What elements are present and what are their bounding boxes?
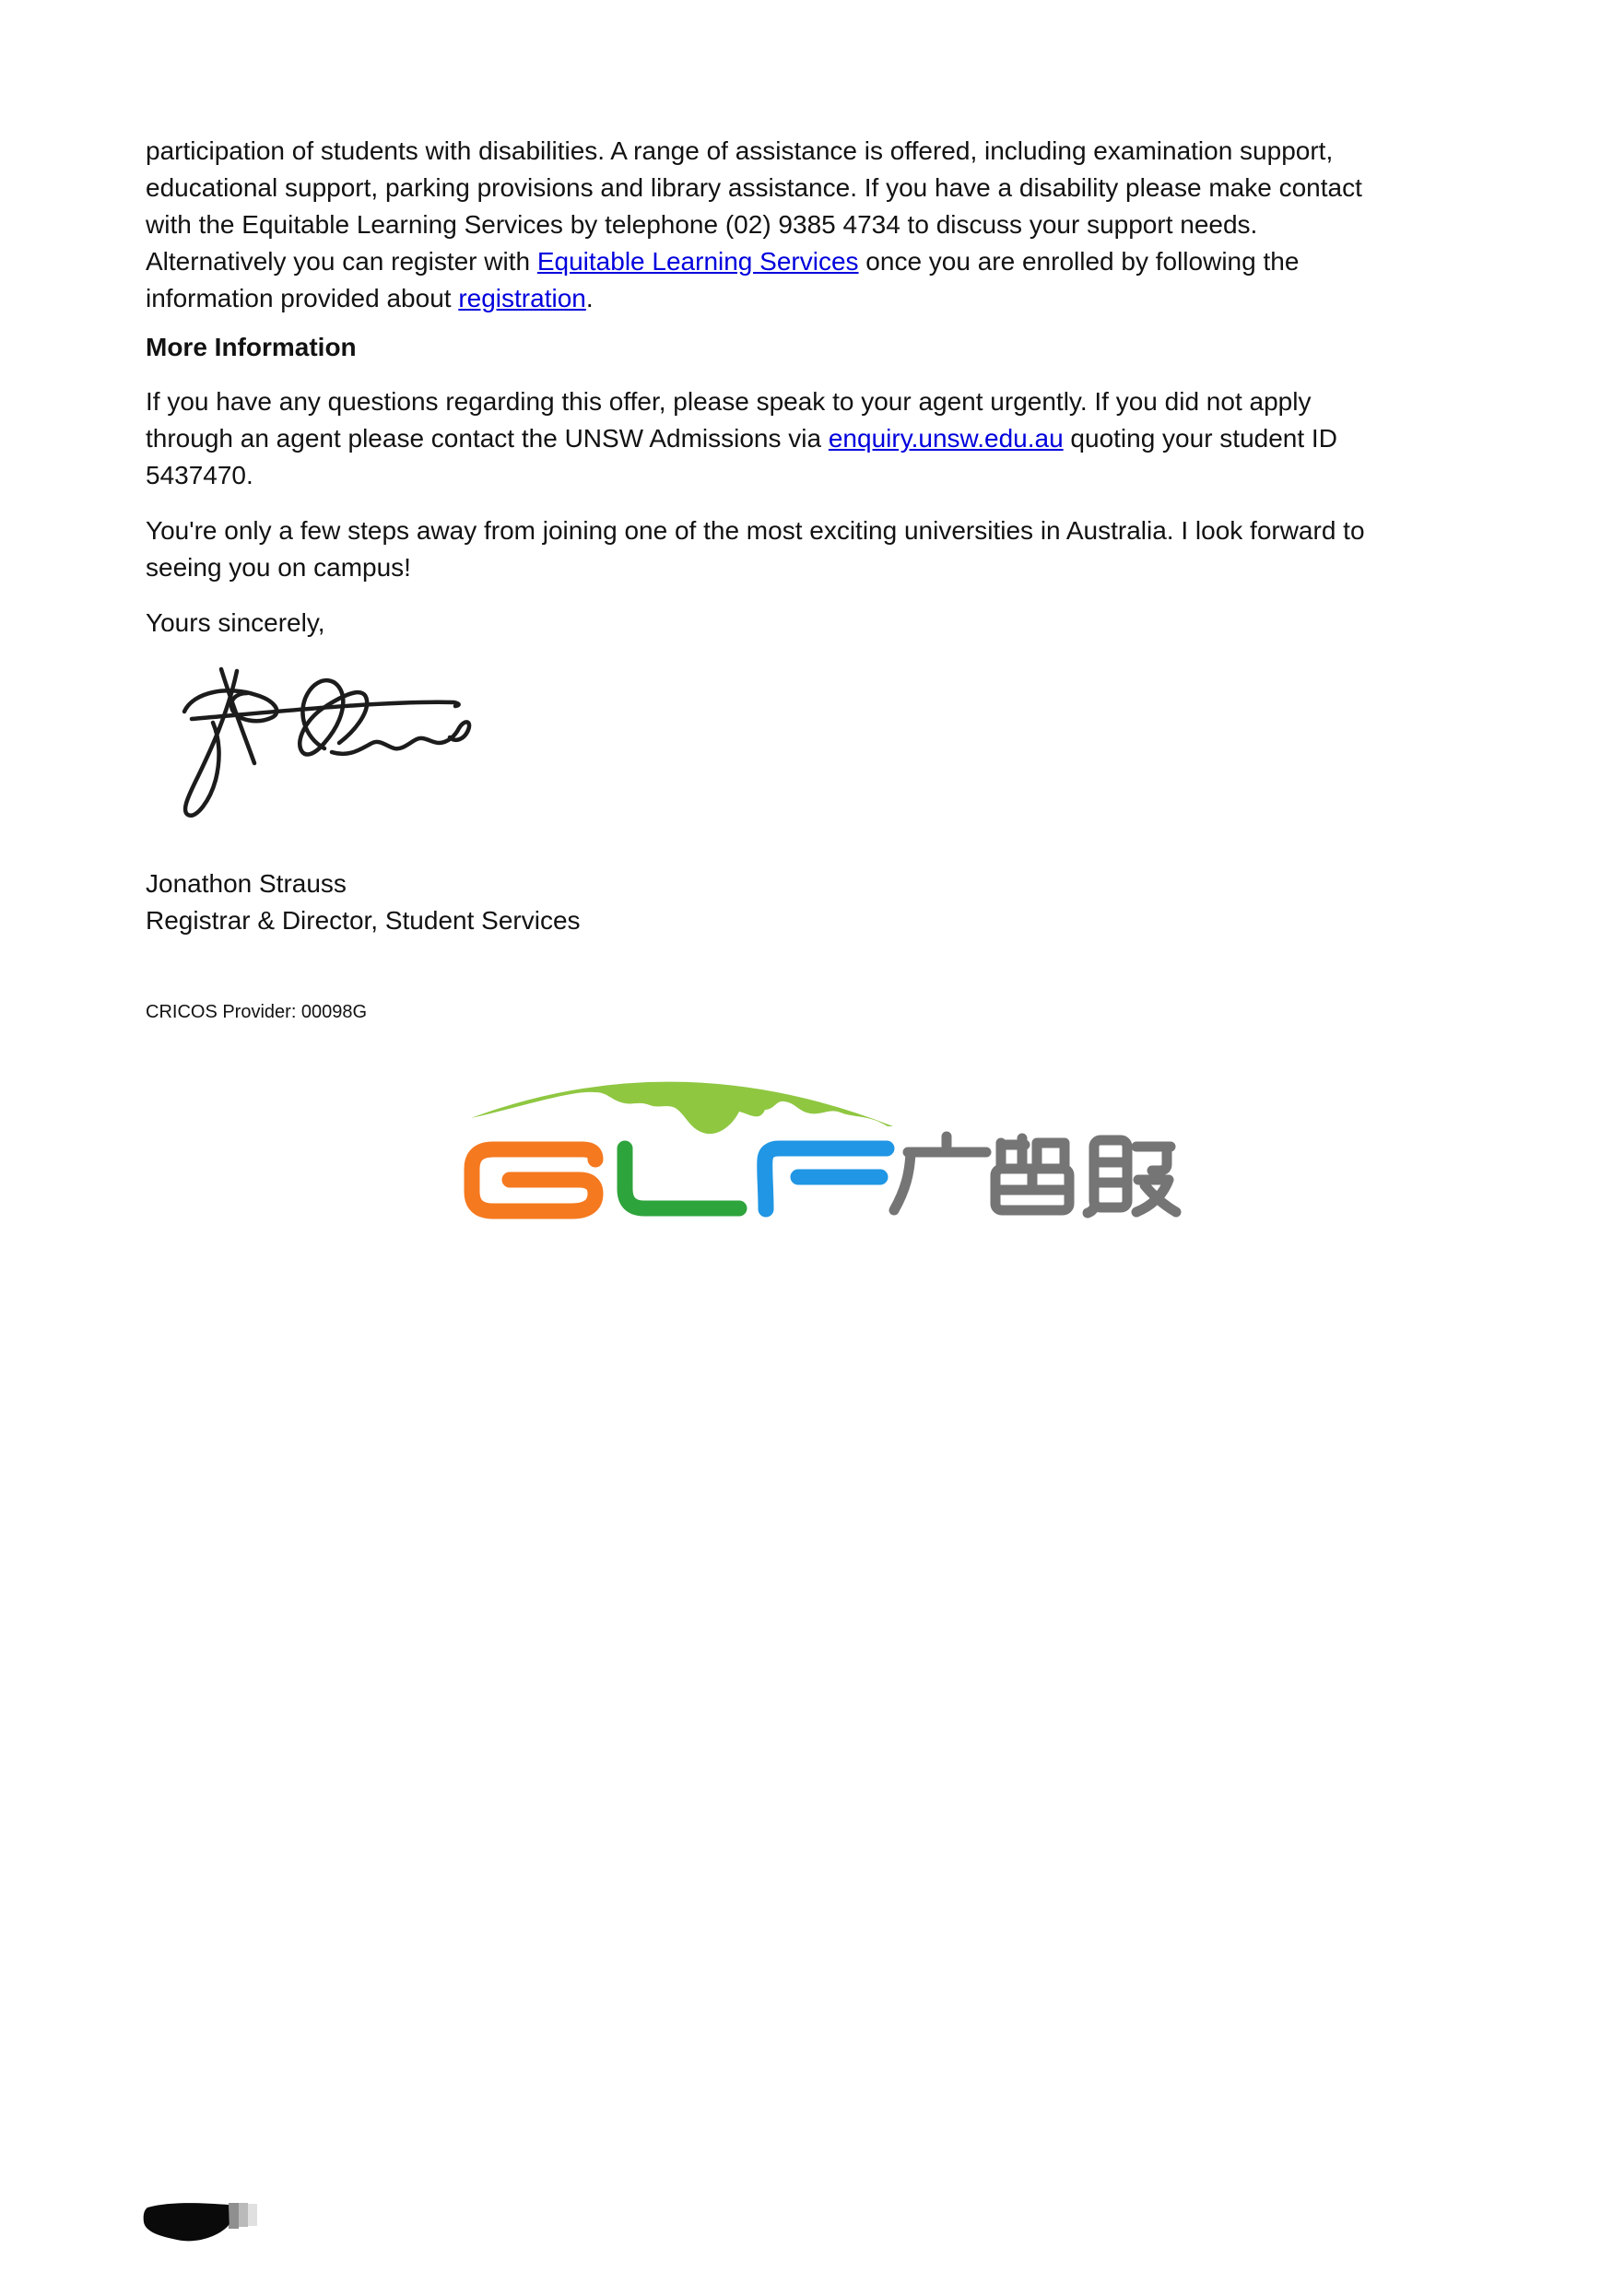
- text-segment: information provided about: [146, 284, 459, 312]
- signer-block: [146, 865, 581, 939]
- text-line: [146, 280, 1362, 317]
- text-segment: once you are enrolled by following the: [858, 247, 1300, 276]
- logo-cjk-guang: [894, 1136, 986, 1210]
- closing-line: [146, 605, 325, 642]
- logo-cjk-fu: [1088, 1140, 1176, 1213]
- text-line: with the Equitable Learning Services by telephone (02) 9385 4734 to discuss your support needs.: [146, 210, 1258, 239]
- text-segment: through an agent please contact the UNSW Admissions via: [146, 424, 829, 453]
- logo-arc: [471, 1082, 893, 1135]
- text-segment: Alternatively you can register with: [146, 247, 537, 276]
- glf-logo: [442, 1069, 1217, 1230]
- paragraph-disability-support: [146, 133, 1362, 317]
- logo-letter-f: [765, 1148, 887, 1209]
- text-segment: .: [585, 284, 594, 312]
- student-id-line: 5437470.: [146, 461, 253, 489]
- logo-cjk-liu: [995, 1138, 1069, 1210]
- text-line: [146, 420, 1337, 457]
- signature-image: [171, 659, 484, 830]
- text-line: Yours sincerely,: [146, 608, 325, 637]
- text-line: You're only a few steps away from joining one of the most exciting universities in Australia. I look forward to: [146, 516, 1365, 545]
- text-line: seeing you on campus!: [146, 553, 411, 582]
- logo-letter-g: [472, 1149, 595, 1211]
- more-information-heading: More Information: [146, 333, 357, 361]
- text-line: participation of students with disabilities. A range of assistance is offered, including examination support,: [146, 136, 1334, 165]
- text-segment: quoting your student ID: [1063, 424, 1337, 453]
- paragraph-campus-welcome: [146, 512, 1365, 586]
- logo-letter-l: [625, 1148, 739, 1208]
- text-line: educational support, parking provisions and library assistance. If you have a disability please make contact: [146, 173, 1362, 202]
- text-line: If you have any questions regarding this offer, please speak to your agent urgently. If you did not apply: [146, 387, 1312, 416]
- signer-title: Registrar & Director, Student Services: [146, 906, 581, 935]
- redacted-text-mark: [138, 2198, 267, 2249]
- signer-name: Jonathon Strauss: [146, 869, 347, 898]
- registration-link[interactable]: registration: [458, 284, 586, 312]
- equitable-learning-services-link[interactable]: Equitable Learning Services: [536, 247, 859, 276]
- enquiry-unsw-link[interactable]: enquiry.unsw.edu.au: [828, 424, 1064, 453]
- paragraph-contact: [146, 383, 1337, 494]
- text-line: [146, 243, 1362, 280]
- cricos-provider-line: CRICOS Provider: 00098G: [146, 1002, 368, 1022]
